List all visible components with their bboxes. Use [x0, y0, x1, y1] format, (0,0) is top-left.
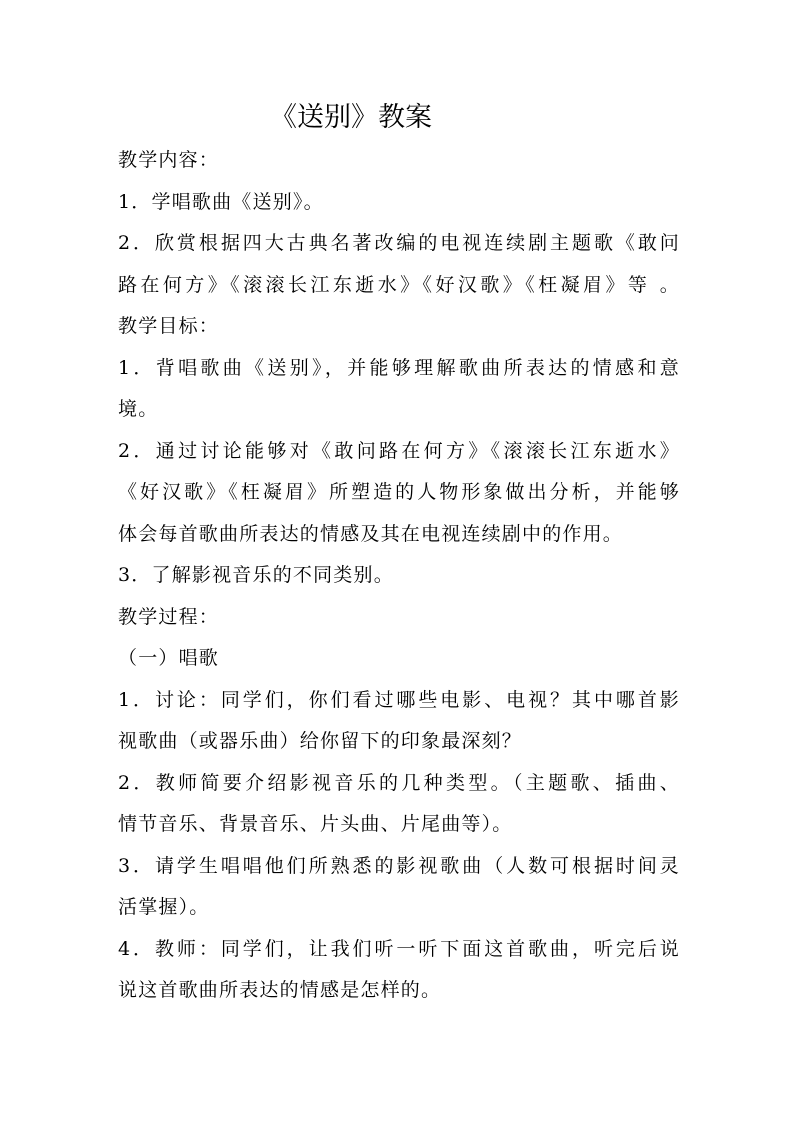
paragraph-line: 情节音乐、背景音乐、片头曲、片尾曲等）。 — [118, 813, 513, 835]
paragraph-line: 2．欣赏根据四大古典名著改编的电视连续剧主题歌《敢问 — [118, 232, 680, 254]
paragraph-line: 1．学唱歌曲《送别》。 — [118, 190, 324, 213]
paragraph-line: 3．了解影视音乐的不同类别。 — [118, 564, 394, 586]
paragraph-line: 活掌握）。 — [118, 896, 210, 918]
paragraph-line: 《好汉歌》《枉凝眉》所塑造的人物形象做出分析，并能够 — [118, 481, 680, 503]
paragraph-line: 1．背唱歌曲《送别》，并能够理解歌曲所表达的情感和意 — [118, 356, 680, 379]
paragraph-line: 视歌曲（或器乐曲）给你留下的印象最深刻？ — [118, 730, 523, 752]
paragraph-line: 2．教师简要介绍影视音乐的几种类型。（主题歌、插曲、 — [118, 771, 680, 794]
paragraph-line: 2．通过讨论能够对《敢问路在何方》《滚滚长江东逝水》 — [118, 439, 680, 462]
section-heading-goals: 教学目标： — [118, 315, 220, 337]
paragraph-line: 4．教师：同学们，让我们听一听下面这首歌曲，听完后说 — [118, 937, 680, 960]
paragraph-line: 3．请学生唱唱他们所熟悉的影视歌曲（人数可根据时间灵 — [118, 854, 680, 877]
paragraph-line: 境。 — [118, 398, 159, 420]
paragraph-line: 体会每首歌曲所表达的情感及其在电视连续剧中的作用。 — [118, 522, 624, 545]
paragraph-line: 说这首歌曲所表达的情感是怎样的。 — [118, 979, 442, 1001]
section-heading-process: 教学过程： — [118, 605, 220, 628]
paragraph-line: 1．讨论：同学们，你们看过哪些电影、电视？其中哪首影 — [118, 688, 680, 711]
section-heading-content: 教学内容： — [118, 149, 220, 171]
document-body — [118, 140, 680, 1012]
document-title: 《送别》教案 — [270, 102, 432, 133]
subsection-heading: （一）唱歌 — [118, 647, 220, 669]
paragraph-line: 路在何方》《滚滚长江东逝水》《好汉歌》《枉凝眉》等 。 — [118, 273, 680, 296]
